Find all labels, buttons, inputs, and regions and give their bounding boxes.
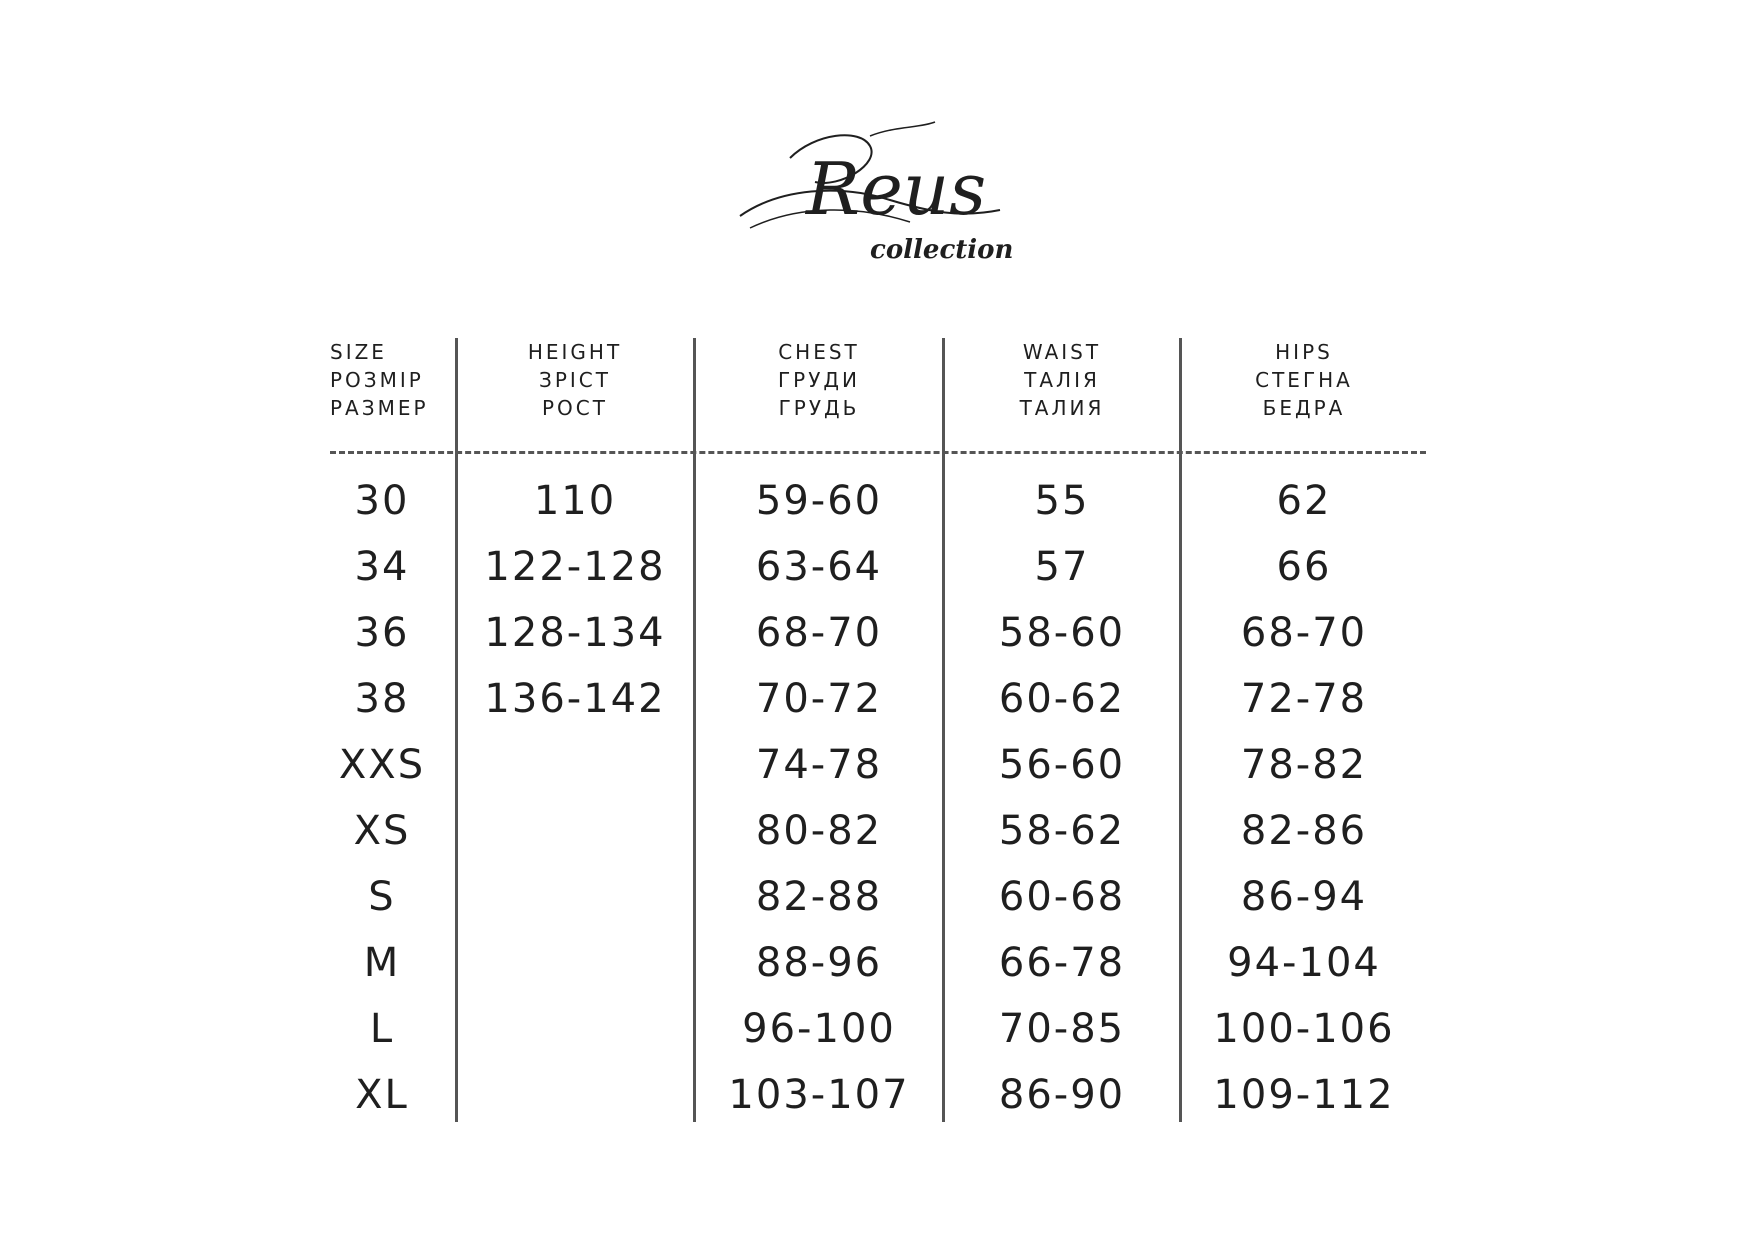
header-label-uk: РОЗМІР bbox=[330, 368, 424, 392]
cell-hips: 86-94 bbox=[1240, 874, 1368, 920]
header-label-en: SIZE bbox=[330, 340, 387, 364]
header-label-en: HIPS bbox=[1275, 340, 1333, 364]
header-label-ru: ГРУДЬ bbox=[778, 396, 860, 420]
cell-waist: 86-90 bbox=[998, 1072, 1126, 1118]
cell-size: L bbox=[369, 1006, 395, 1052]
header-label-uk: ГРУДИ bbox=[777, 368, 861, 392]
cell-waist: 60-62 bbox=[998, 676, 1126, 722]
header-hips bbox=[1182, 338, 1426, 438]
cell-waist: 57 bbox=[1034, 544, 1090, 590]
header-label-ru: ТАЛИЯ bbox=[1019, 396, 1105, 420]
logo-flourish-icon bbox=[720, 118, 1040, 278]
header-label-uk: ЗРІСТ bbox=[539, 368, 611, 392]
size-chart-table bbox=[330, 338, 1426, 1122]
cell-height bbox=[457, 798, 693, 864]
cell-height bbox=[457, 864, 693, 930]
cell-chest: 103-107 bbox=[728, 1072, 910, 1118]
header-label-ru: РОСТ bbox=[542, 396, 608, 420]
cell-height bbox=[457, 732, 693, 798]
cell-size: 34 bbox=[354, 544, 410, 590]
cell-chest: 96-100 bbox=[742, 1006, 896, 1052]
cell-hips: 68-70 bbox=[1240, 610, 1368, 656]
cell-size: 36 bbox=[354, 610, 410, 656]
header-height bbox=[457, 338, 693, 438]
brand-name: Reus bbox=[806, 147, 987, 231]
cell-waist: 60-68 bbox=[998, 874, 1126, 920]
header-label-ru: БЕДРА bbox=[1262, 396, 1346, 420]
brand-logo bbox=[720, 118, 1040, 278]
cell-waist: 58-62 bbox=[998, 808, 1126, 854]
cell-waist: 56-60 bbox=[998, 742, 1126, 788]
cell-hips: 82-86 bbox=[1240, 808, 1368, 854]
cell-size: M bbox=[363, 940, 401, 986]
cell-height: 110 bbox=[533, 478, 617, 524]
cell-size: 30 bbox=[354, 478, 410, 524]
cell-height bbox=[457, 930, 693, 996]
cell-size: 38 bbox=[354, 676, 410, 722]
cell-chest: 74-78 bbox=[755, 742, 883, 788]
header-label-ru: РАЗМЕР bbox=[330, 396, 429, 420]
cell-chest: 59-60 bbox=[755, 478, 883, 524]
cell-height bbox=[457, 1062, 693, 1128]
cell-hips: 94-104 bbox=[1227, 940, 1381, 986]
header-label-en: WAIST bbox=[1022, 340, 1102, 364]
cell-height: 136-142 bbox=[484, 676, 666, 722]
cell-waist: 70-85 bbox=[998, 1006, 1126, 1052]
header-chest bbox=[696, 338, 942, 438]
column-divider bbox=[693, 338, 696, 1122]
cell-size: XS bbox=[353, 808, 411, 854]
cell-size: S bbox=[368, 874, 396, 920]
cell-size: XXS bbox=[338, 742, 426, 788]
cell-hips: 100-106 bbox=[1213, 1006, 1395, 1052]
header-label-en: HEIGHT bbox=[527, 340, 623, 364]
header-divider bbox=[330, 451, 1426, 454]
cell-chest: 80-82 bbox=[755, 808, 883, 854]
header-label-en: CHEST bbox=[778, 340, 860, 364]
cell-chest: 68-70 bbox=[755, 610, 883, 656]
cell-chest: 63-64 bbox=[755, 544, 883, 590]
header-label-uk: ТАЛІЯ bbox=[1024, 368, 1100, 392]
cell-hips: 72-78 bbox=[1240, 676, 1368, 722]
column-divider bbox=[1179, 338, 1182, 1122]
header-label-uk: СТЕГНА bbox=[1255, 368, 1353, 392]
column-divider bbox=[942, 338, 945, 1122]
cell-waist: 66-78 bbox=[998, 940, 1126, 986]
brand-sub: collection bbox=[870, 235, 1014, 265]
cell-chest: 88-96 bbox=[755, 940, 883, 986]
cell-chest: 82-88 bbox=[755, 874, 883, 920]
cell-hips: 66 bbox=[1276, 544, 1332, 590]
cell-waist: 55 bbox=[1034, 478, 1090, 524]
cell-chest: 70-72 bbox=[755, 676, 883, 722]
header-waist bbox=[945, 338, 1179, 438]
cell-height bbox=[457, 996, 693, 1062]
cell-size: XL bbox=[355, 1072, 409, 1118]
column-divider bbox=[455, 338, 458, 1122]
cell-hips: 62 bbox=[1276, 478, 1332, 524]
header-size bbox=[330, 338, 452, 438]
cell-height: 128-134 bbox=[484, 610, 666, 656]
cell-waist: 58-60 bbox=[998, 610, 1126, 656]
cell-hips: 109-112 bbox=[1213, 1072, 1395, 1118]
cell-hips: 78-82 bbox=[1240, 742, 1368, 788]
cell-height: 122-128 bbox=[484, 544, 666, 590]
